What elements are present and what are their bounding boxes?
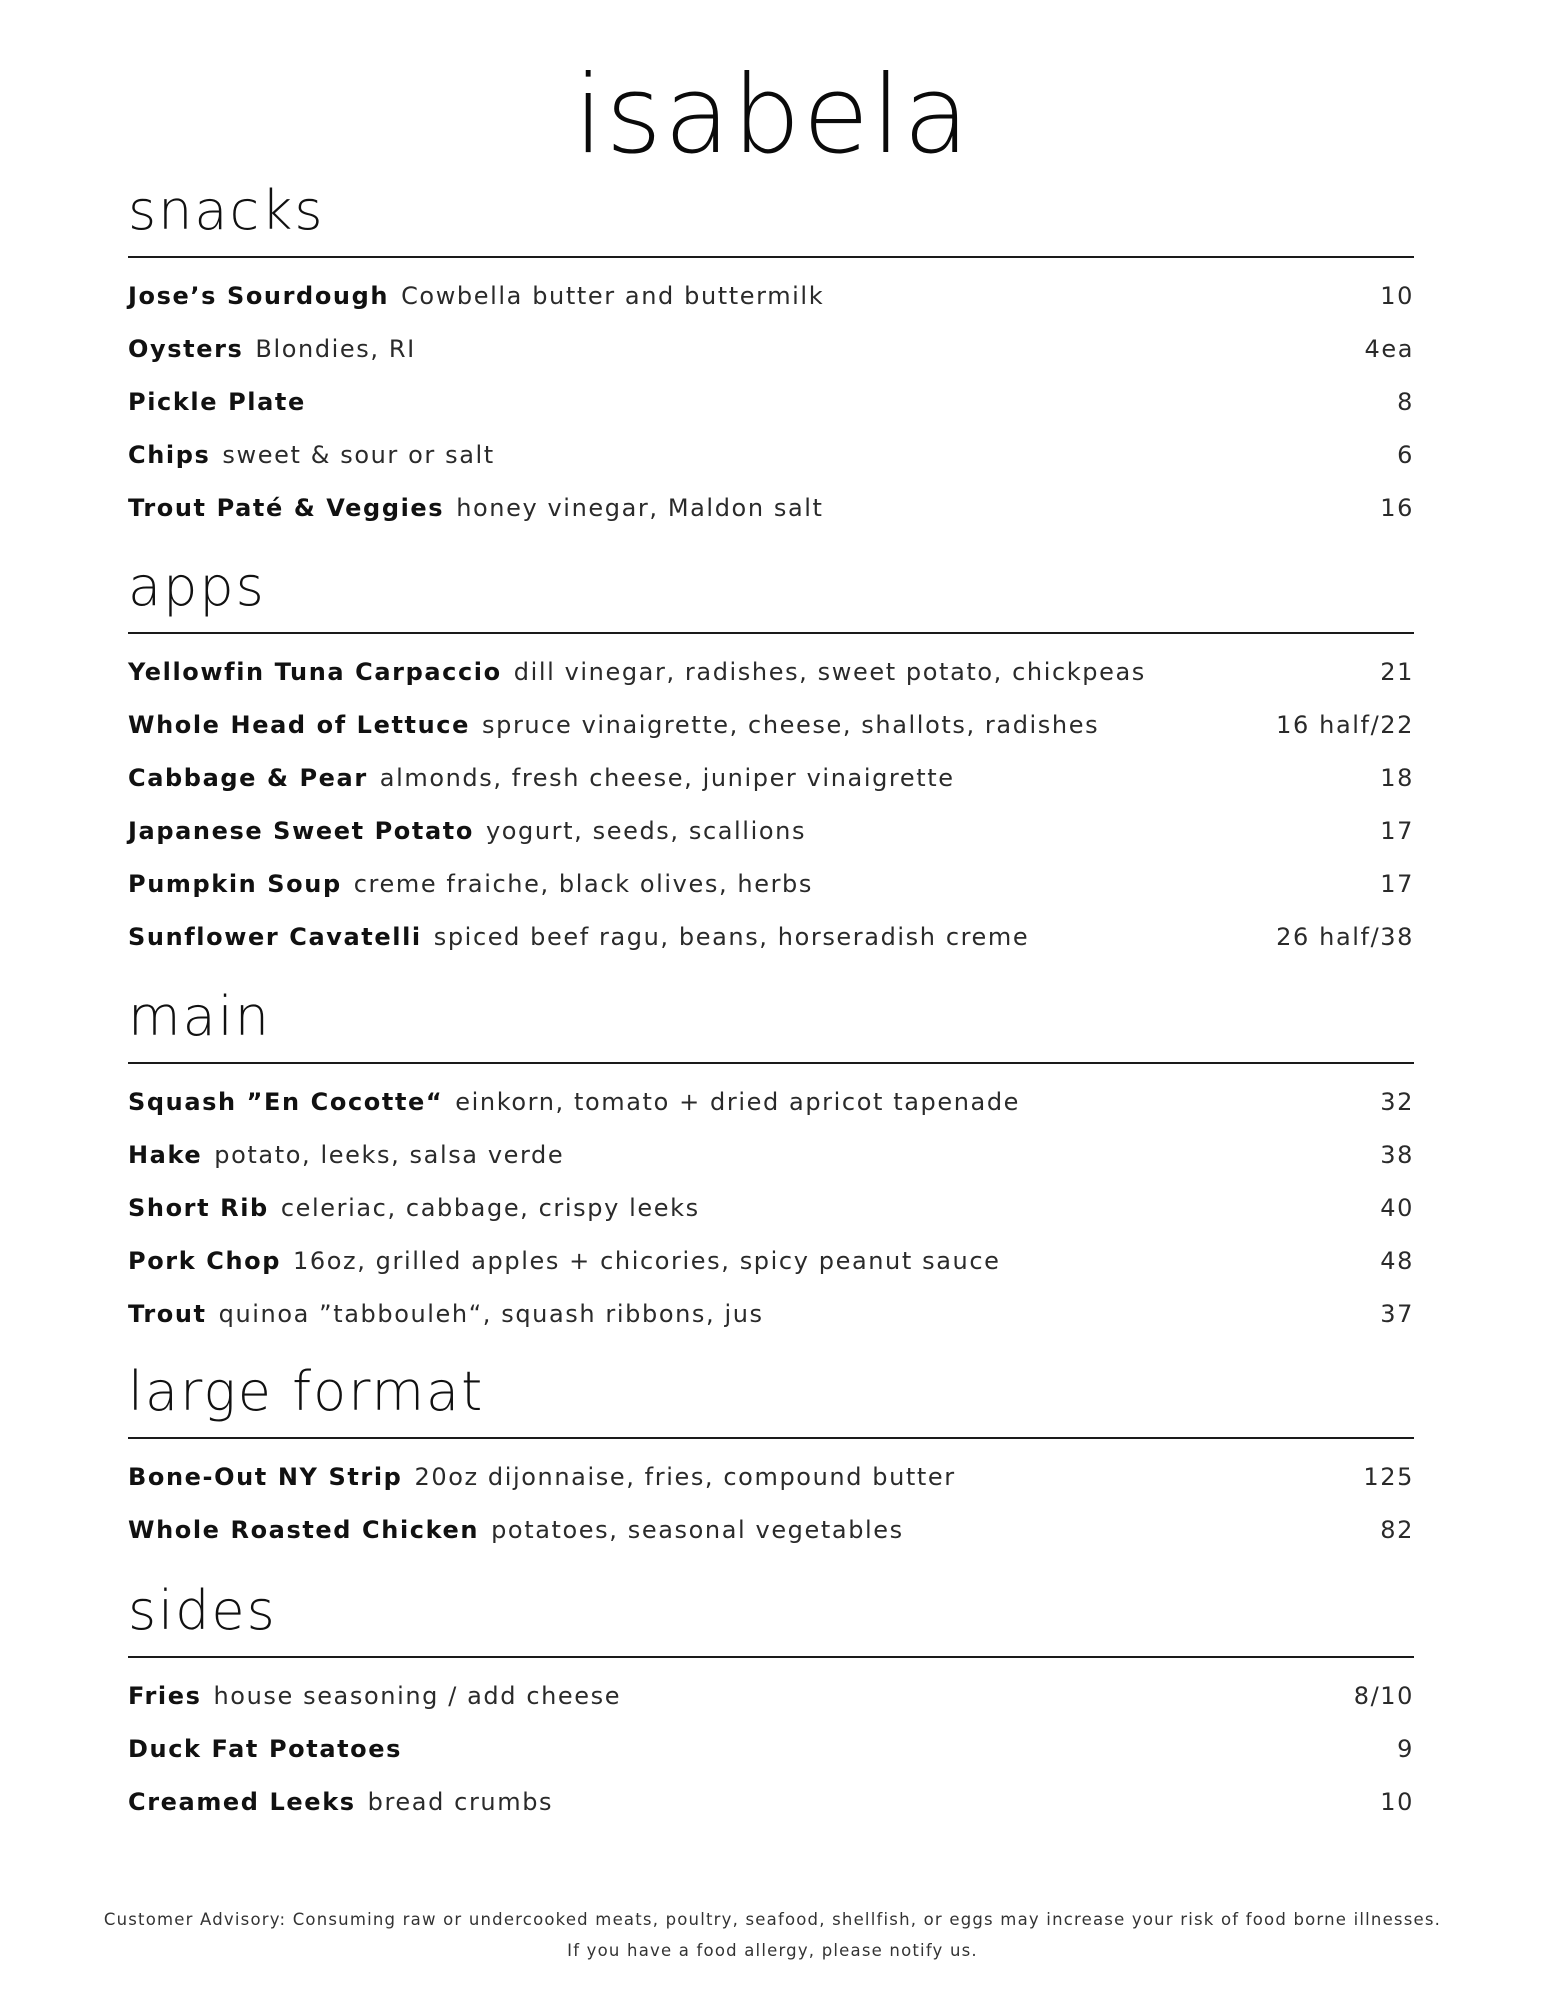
item-price: 82 <box>1380 1516 1414 1544</box>
item-price: 26 half/38 <box>1276 923 1414 951</box>
item-description: creme fraiche, black olives, herbs <box>353 870 813 898</box>
item-price: 8/10 <box>1353 1682 1414 1710</box>
item-description: sweet & sour or salt <box>222 441 495 469</box>
item-price: 32 <box>1380 1088 1414 1116</box>
section-divider <box>128 1062 1414 1064</box>
item-description: celeriac, cabbage, crispy leeks <box>280 1194 700 1222</box>
menu-item <box>128 1233 1414 1286</box>
menu-item <box>128 1127 1414 1180</box>
item-description: yogurt, seeds, scallions <box>485 817 807 845</box>
item-price: 6 <box>1397 441 1414 469</box>
item-description: 20oz dijonnaise, fries, compound butter <box>414 1463 956 1491</box>
menu-item-list <box>128 1074 1414 1339</box>
menu-item-list <box>128 268 1414 533</box>
customer-advisory <box>0 1904 1545 1966</box>
item-description: almonds, fresh cheese, juniper vinaigrette <box>379 764 955 792</box>
menu-item <box>128 427 1414 480</box>
section-heading: sides <box>128 1579 277 1642</box>
menu-section <box>128 1360 1414 1555</box>
item-description: spiced beef ragu, beans, horseradish creme <box>433 923 1030 951</box>
item-name: Sunflower Cavatelli <box>128 923 422 951</box>
section-heading: main <box>128 985 271 1048</box>
item-name: Trout Paté & Veggies <box>128 494 445 522</box>
item-description: einkorn, tomato + dried apricot tapenade <box>455 1088 1021 1116</box>
item-description: house seasoning / add cheese <box>213 1682 622 1710</box>
menu-item <box>128 803 1414 856</box>
section-divider <box>128 1437 1414 1439</box>
menu-section <box>128 179 1414 533</box>
item-description: Blondies, RI <box>255 335 416 363</box>
item-price: 125 <box>1363 1463 1414 1491</box>
item-price: 17 <box>1380 817 1414 845</box>
item-name: Whole Head of Lettuce <box>128 711 470 739</box>
menu-item <box>128 856 1414 909</box>
item-price: 21 <box>1380 658 1414 686</box>
menu-item <box>128 374 1414 427</box>
menu-item-list <box>128 1668 1414 1827</box>
item-name: Fries <box>128 1682 202 1710</box>
item-name: Whole Roasted Chicken <box>128 1516 480 1544</box>
item-name: Yellowfin Tuna Carpaccio <box>128 658 502 686</box>
menu-item <box>128 1668 1414 1721</box>
item-name: Duck Fat Potatoes <box>128 1735 403 1763</box>
item-description: bread crumbs <box>367 1788 554 1816</box>
menu-item-list <box>128 1449 1414 1555</box>
section-divider <box>128 1656 1414 1658</box>
menu-section <box>128 1579 1414 1827</box>
menu-item-list <box>128 644 1414 962</box>
item-price: 10 <box>1380 1788 1414 1816</box>
item-name: Chips <box>128 441 211 469</box>
item-description: 16oz, grilled apples + chicories, spicy peanut sauce <box>293 1247 1001 1275</box>
item-name: Squash ”En Cocotte“ <box>128 1088 444 1116</box>
menu-section <box>128 555 1414 962</box>
item-name: Cabbage & Pear <box>128 764 368 792</box>
item-description: potato, leeks, salsa verde <box>214 1141 565 1169</box>
allergy-notice: If you have a food allergy, please notify us. <box>567 1941 978 1960</box>
menu-item <box>128 1286 1414 1339</box>
item-description: potatoes, seasonal vegetables <box>491 1516 904 1544</box>
menu-item <box>128 321 1414 374</box>
item-price: 17 <box>1380 870 1414 898</box>
section-divider <box>128 256 1414 258</box>
item-price: 10 <box>1380 282 1414 310</box>
item-price: 40 <box>1380 1194 1414 1222</box>
menu-item <box>128 480 1414 533</box>
menu-item <box>128 1502 1414 1555</box>
item-price: 9 <box>1397 1735 1414 1763</box>
menu-item <box>128 1074 1414 1127</box>
menu-item <box>128 1774 1414 1827</box>
item-name: Trout <box>128 1300 207 1328</box>
item-name: Short Rib <box>128 1194 269 1222</box>
menu-item <box>128 909 1414 962</box>
section-heading: snacks <box>128 179 325 242</box>
item-description: quinoa ”tabbouleh“, squash ribbons, jus <box>218 1300 764 1328</box>
menu-item <box>128 697 1414 750</box>
section-heading: large format <box>128 1360 485 1423</box>
menu-title: isabela <box>573 53 972 178</box>
item-price: 16 <box>1380 494 1414 522</box>
item-price: 37 <box>1380 1300 1414 1328</box>
item-name: Creamed Leeks <box>128 1788 356 1816</box>
menu-item <box>128 1449 1414 1502</box>
item-price: 48 <box>1380 1247 1414 1275</box>
menu-item <box>128 644 1414 697</box>
item-price: 4ea <box>1364 335 1414 363</box>
item-price: 16 half/22 <box>1276 711 1414 739</box>
item-name: Jose’s Sourdough <box>128 282 390 310</box>
menu-item <box>128 268 1414 321</box>
item-name: Pork Chop <box>128 1247 281 1275</box>
item-name: Oysters <box>128 335 244 363</box>
item-name: Hake <box>128 1141 203 1169</box>
section-divider <box>128 632 1414 634</box>
menu-item <box>128 1721 1414 1774</box>
menu-section <box>128 985 1414 1339</box>
menu-item <box>128 1180 1414 1233</box>
item-description: dill vinegar, radishes, sweet potato, chickpeas <box>513 658 1146 686</box>
item-price: 18 <box>1380 764 1414 792</box>
item-name: Pumpkin Soup <box>128 870 342 898</box>
section-heading: apps <box>128 555 266 618</box>
item-description: Cowbella butter and buttermilk <box>401 282 825 310</box>
advisory-line: Customer Advisory: Consuming raw or undercooked meats, poultry, seafood, shellfish, or eggs may increase your risk of food borne illnesses. <box>103 1910 1442 1929</box>
menu-item <box>128 750 1414 803</box>
item-name: Bone-Out NY Strip <box>128 1463 403 1491</box>
item-name: Pickle Plate <box>128 388 306 416</box>
item-description: honey vinegar, Maldon salt <box>456 494 824 522</box>
item-name: Japanese Sweet Potato <box>128 817 474 845</box>
item-price: 38 <box>1380 1141 1414 1169</box>
item-price: 8 <box>1397 388 1414 416</box>
item-description: spruce vinaigrette, cheese, shallots, radishes <box>482 711 1100 739</box>
